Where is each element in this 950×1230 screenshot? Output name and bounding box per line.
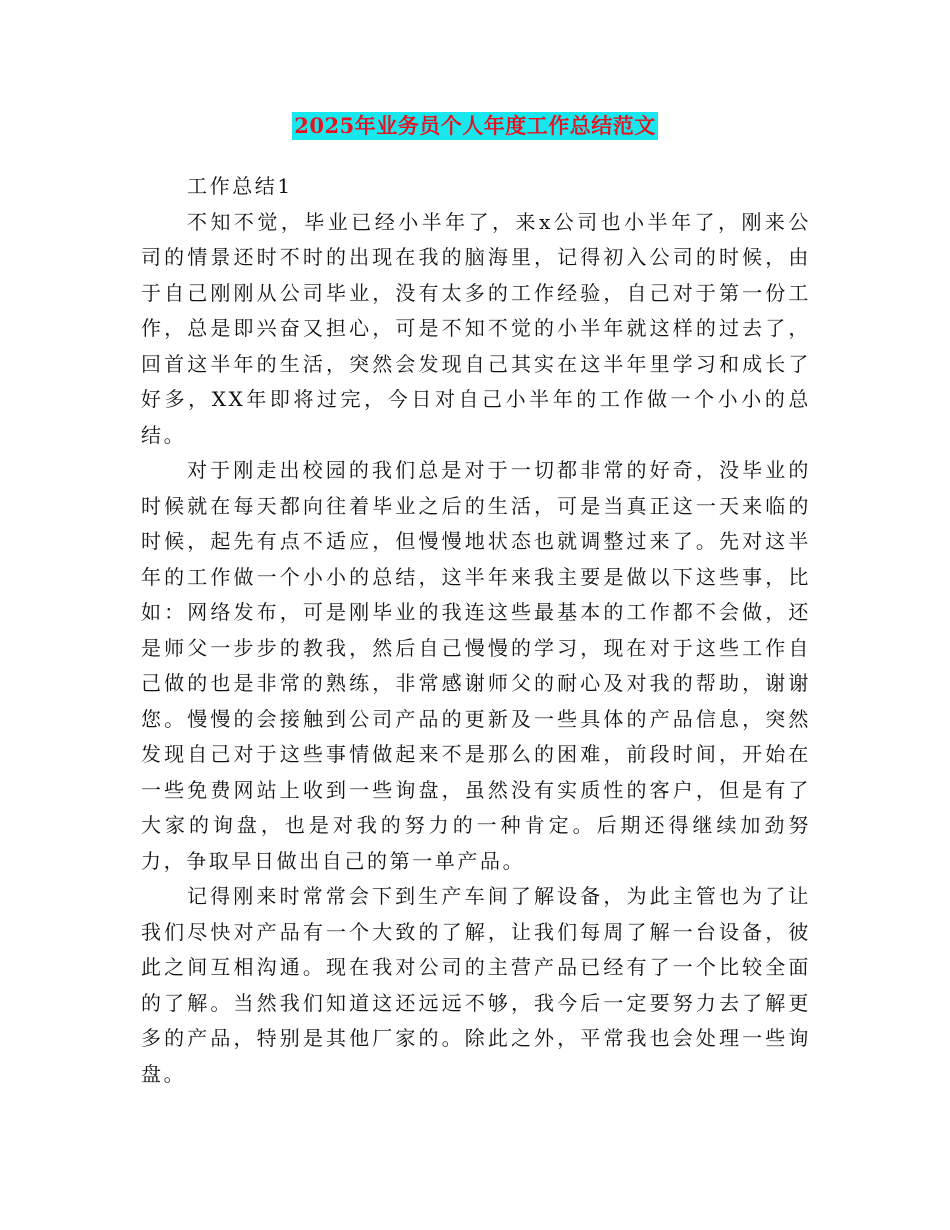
paragraph-2: 对于刚走出校园的我们总是对于一切都非常的好奇，没毕业的时候就在每天都向往着毕业之后的生活，可是当真正这一天来临的时候，起先有点不适应，但慢慢地状态也就调整过来了。先对这半年的工作做一个小小的总结，这半年来我主要是做以下这些事，比如：网络发布，可是刚毕业的我连这些最基本的工作都不会做，还是师父一步步的教我，然后自己慢慢的学习，现在对于这些工作自己做的也是非常的熟练，非常感谢师父的耐心及对我的帮助，谢谢您。慢慢的会接触到公司产品的更新及一些具体的产品信息，突然发现自己对于这些事情做起来不是那么的困难，前段时间，开始在一些免费网站上收到一些询盘，虽然没有实质性的客户，但是有了大家的询盘，也是对我的努力的一种肯定。后期还得继续加劲努力，争取早日做出自己的第一单产品。 xyxy=(141,458,811,873)
document-body xyxy=(141,169,811,1092)
document-title: 2025年业务员个人年度工作总结范文 xyxy=(294,113,656,138)
title-container xyxy=(0,112,950,140)
paragraph-3: 记得刚来时常常会下到生产车间了解设备，为此主管也为了让我们尽快对产品有一个大致的了解，让我们每周了解一台设备，彼此之间互相沟通。现在我对公司的主营产品已经有了一个比较全面的了解。当然我们知道这还远远不够，我今后一定要努力去了解更多的产品，特别是其他厂家的。除此之外，平常我也会处理一些询盘。 xyxy=(141,884,811,1086)
paragraph-1: 不知不觉，毕业已经小半年了，来x公司也小半年了，刚来公司的情景还时不时的出现在我的脑海里，记得初入公司的时候，由于自己刚刚从公司毕业，没有太多的工作经验，自己对于第一份工作，总是即兴奋又担心，可是不知不觉的小半年就这样的过去了，回首这半年的生活，突然会发现自己其实在这半年里学习和成长了好多，XX年即将过完，今日对自己小半年的工作做一个小小的总结。 xyxy=(141,209,811,447)
section-heading: 工作总结1 xyxy=(187,174,293,198)
